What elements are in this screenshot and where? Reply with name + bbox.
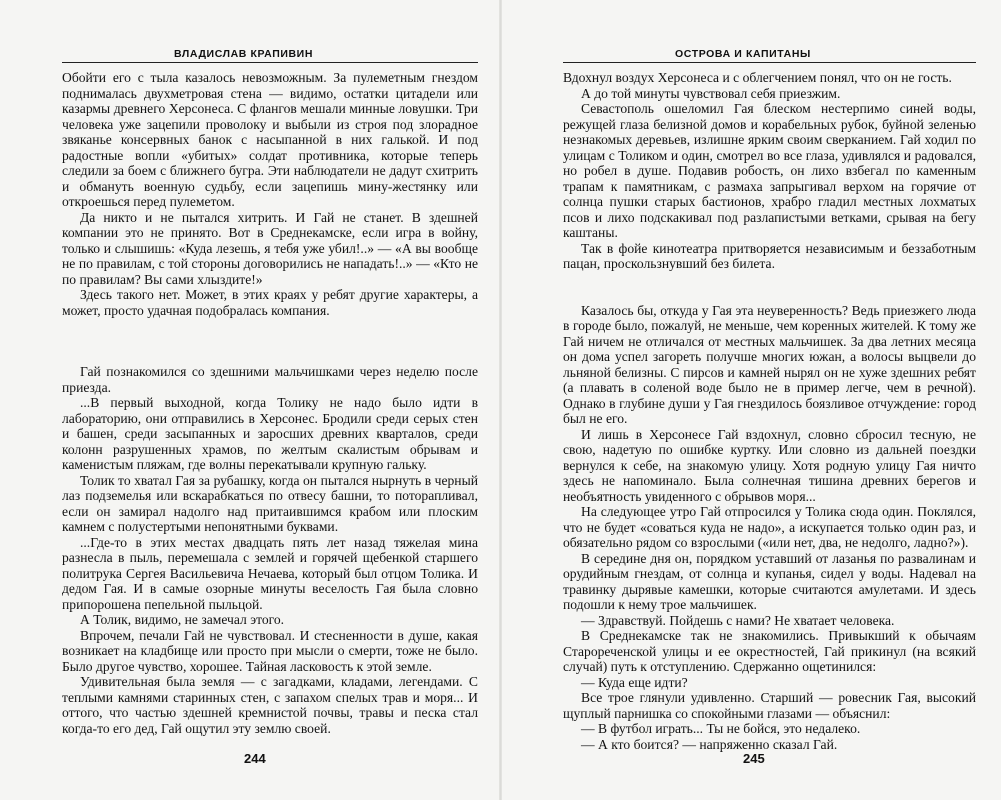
paragraph: В середине дня он, порядком уставший от лазанья по развалинам и орудийным гнездам, от солнца и купанья, сидел у воды. Надевал на травинку дырявые камешки, которые считаются амулетами. И здесь подошли к нему трое мальчишек. (563, 550, 976, 612)
paragraph: Гай познакомился со здешними мальчишками через неделю после приезда. (62, 364, 478, 395)
paragraph: Обойти его с тыла казалось невозможным. За пулеметным гнездом поднималась двухметровая стена — видимо, остатки цитадели или казармы древнего Херсонеса. С флангов мешали минные ловушки. Три человека уже зацепили проволоку и выбыли из строя под злорадное звяканье консервных банок с насыпанной в них галькой. И под радостные вопли «убитых» солдат противника, которые теперь следили за боем с ближнего бугра. Эти наблюдатели не дадут схитрить и обмануть военную судьбу, если зацепишь мину-жестянку или откроешься перед пулеметом. (62, 70, 478, 209)
paragraph: На следующее утро Гай отпросился у Толика сюда один. Поклялся, что не будет «соваться куда не надо», а искупается только один раз, и обязательно рядом со взрослыми («или нет, два, не недолго, ладно?»). (563, 504, 976, 550)
right-page-text (563, 70, 976, 752)
right-page (501, 0, 1001, 800)
paragraph: Толик то хватал Гая за рубашку, когда он пытался нырнуть в черный лаз подземелья или вскарабкаться по отвесу башни, то поторапливал, если он замирал надолго над притаившимся крабом или плоским камнем с полустертыми непонятными буквами. (62, 472, 478, 534)
paragraph: Севастополь ошеломил Гая блеском нестерпимо синей воды, режущей глаза белизной домов и корабельных рубок, буйной зеленью незнакомых деревьев, излишне ярким своим сверканием. Гай ходил по улицам с Толиком и один, смотрел во все глаза, удивлялся и радовался, но робел в душе. Подавив робость, он лихо взбегал по каменным трапам к памятникам, с размаха запрыгивал верхом на горячие от солнца пушки старых бастионов, храбро гладил местных лохматых псов и лихо подскакивал под разлапистыми ветками, срывая на бегу каштаны. (563, 101, 976, 240)
left-page-text (62, 70, 478, 736)
paragraph: В Среднекамске так не знакомились. Привыкший к обычаям Старореченской улицы и ее окрестностей, Гай прикинул (на всякий случай) путь к отступлению. Сдержанно ощетинился: (563, 628, 976, 674)
paragraph: Впрочем, печали Гай не чувствовал. И стесненности в душе, какая возникает на кладбище или просто при мысли о смерти, тоже не было. Было другое чувство, хорошее. Тайная ласковость к этой земле. (62, 627, 478, 674)
running-header-left (62, 42, 478, 63)
paragraph: Вдохнул воздух Херсонеса и с облегчением понял, что он не гость. (563, 70, 952, 85)
paragraph: Казалось бы, откуда у Гая эта неуверенность? Ведь приезжего люда в городе было, пожалуй, не меньше, чем коренных жителей. К тому же Гай ничем не отличался от местных мальчишек. За два летних месяца он дома успел загореть получше многих южан, а волосы выцвели до льняной белизны. С пирсов и камней нырял он не хуже здешних ребят (а плавать в соленой воде было не в пример легче, чем в речной). Однако в глубине души у Гая гнездилось боязливое отчуждение: город был не его. (563, 302, 976, 426)
paragraph: — Здравствуй. Пойдешь с нами? Не хватает человека. (581, 612, 895, 628)
section-break (563, 272, 976, 303)
paragraph: А до той минуты чувствовал себя приезжим. (581, 85, 841, 101)
paragraph: ...Где-то в этих местах двадцать пять лет назад тяжелая мина разнесла в пыль, перемешала с землей и горячей щебенкой старшего политрука Сергея Васильевича Нечаева, который был отцом Толика. И дедом Гая. И в самые озорные минуты веселость Гая была словно припорошена пепельной пыльцой. (62, 534, 478, 612)
paragraph: Здесь такого нет. Может, в этих краях у ребят другие характеры, а может, просто удачная подобралась компания. (62, 287, 478, 318)
paragraph: Все трое глянули удивленно. Старший — ровесник Гая, высокий щуплый парнишка со спокойными глазами — объяснил: (563, 690, 976, 721)
paragraph: — В футбол играть... Ты не бойся, это недалеко. (581, 721, 861, 736)
paragraph: — А кто боится? — напряженно сказал Гай. (581, 736, 838, 752)
paragraph: ...В первый выходной, когда Толику не надо было идти в лабораторию, они отправились в Херсонес. Бродили среди серых стен и башен, среди засыпанных и заросших древних кварталов, среди колонн разрушенных храмов, по желтым скалистым обрывам и каменистым пляжам, где волны перекатывали крупную гальку. (62, 395, 478, 472)
paragraph: — Куда еще идти? (581, 674, 688, 690)
author-name: ВЛАДИСЛАВ КРАПИВИН (174, 48, 313, 60)
section-break (62, 318, 478, 364)
paragraph: Так в фойе кинотеатра притворяется независимым и беззаботным пацан, проскользнувший без билета. (563, 240, 976, 271)
paragraph: Удивительная была земля — с загадками, кладами, легендами. С теплыми камнями старинных стен, с запахом спелых трав и моря... И оттого, что частью здешней кремнистой почвы, травы и песка стал когда-то его дед, Гай ощутил эту землю своей. (62, 674, 478, 736)
paragraph: А Толик, видимо, не замечал этого. (80, 612, 285, 627)
running-header-right (563, 42, 976, 63)
paragraph: И лишь в Херсонесе Гай вздохнул, словно сбросил тесную, не свою, надетую по ошибке куртку. Или словно из дальней поездки вернулся к себе, на знакомую улицу. Хотя родную улицу Гая ничто здесь не напоминало. Была солнечная тишина древних берегов и необъятность увиденного с обрывов моря... (563, 426, 976, 504)
book-title: ОСТРОВА И КАПИТАНЫ (675, 48, 811, 60)
page-number: 245 (743, 751, 765, 766)
paragraph: Да никто и не пытался хитрить. И Гай не станет. В здешней компании это не принято. Вот в Среднекамске, если игра в войну, только и слышишь: «Куда лезешь, я тебя уже убил!..» — «А вы вообще не по правилам, с той стороны договорились не нападать!..» — «Кто не по правилам? Вы сами хлыздите!» (62, 209, 478, 287)
left-page (0, 0, 500, 800)
page-number: 244 (244, 751, 266, 766)
